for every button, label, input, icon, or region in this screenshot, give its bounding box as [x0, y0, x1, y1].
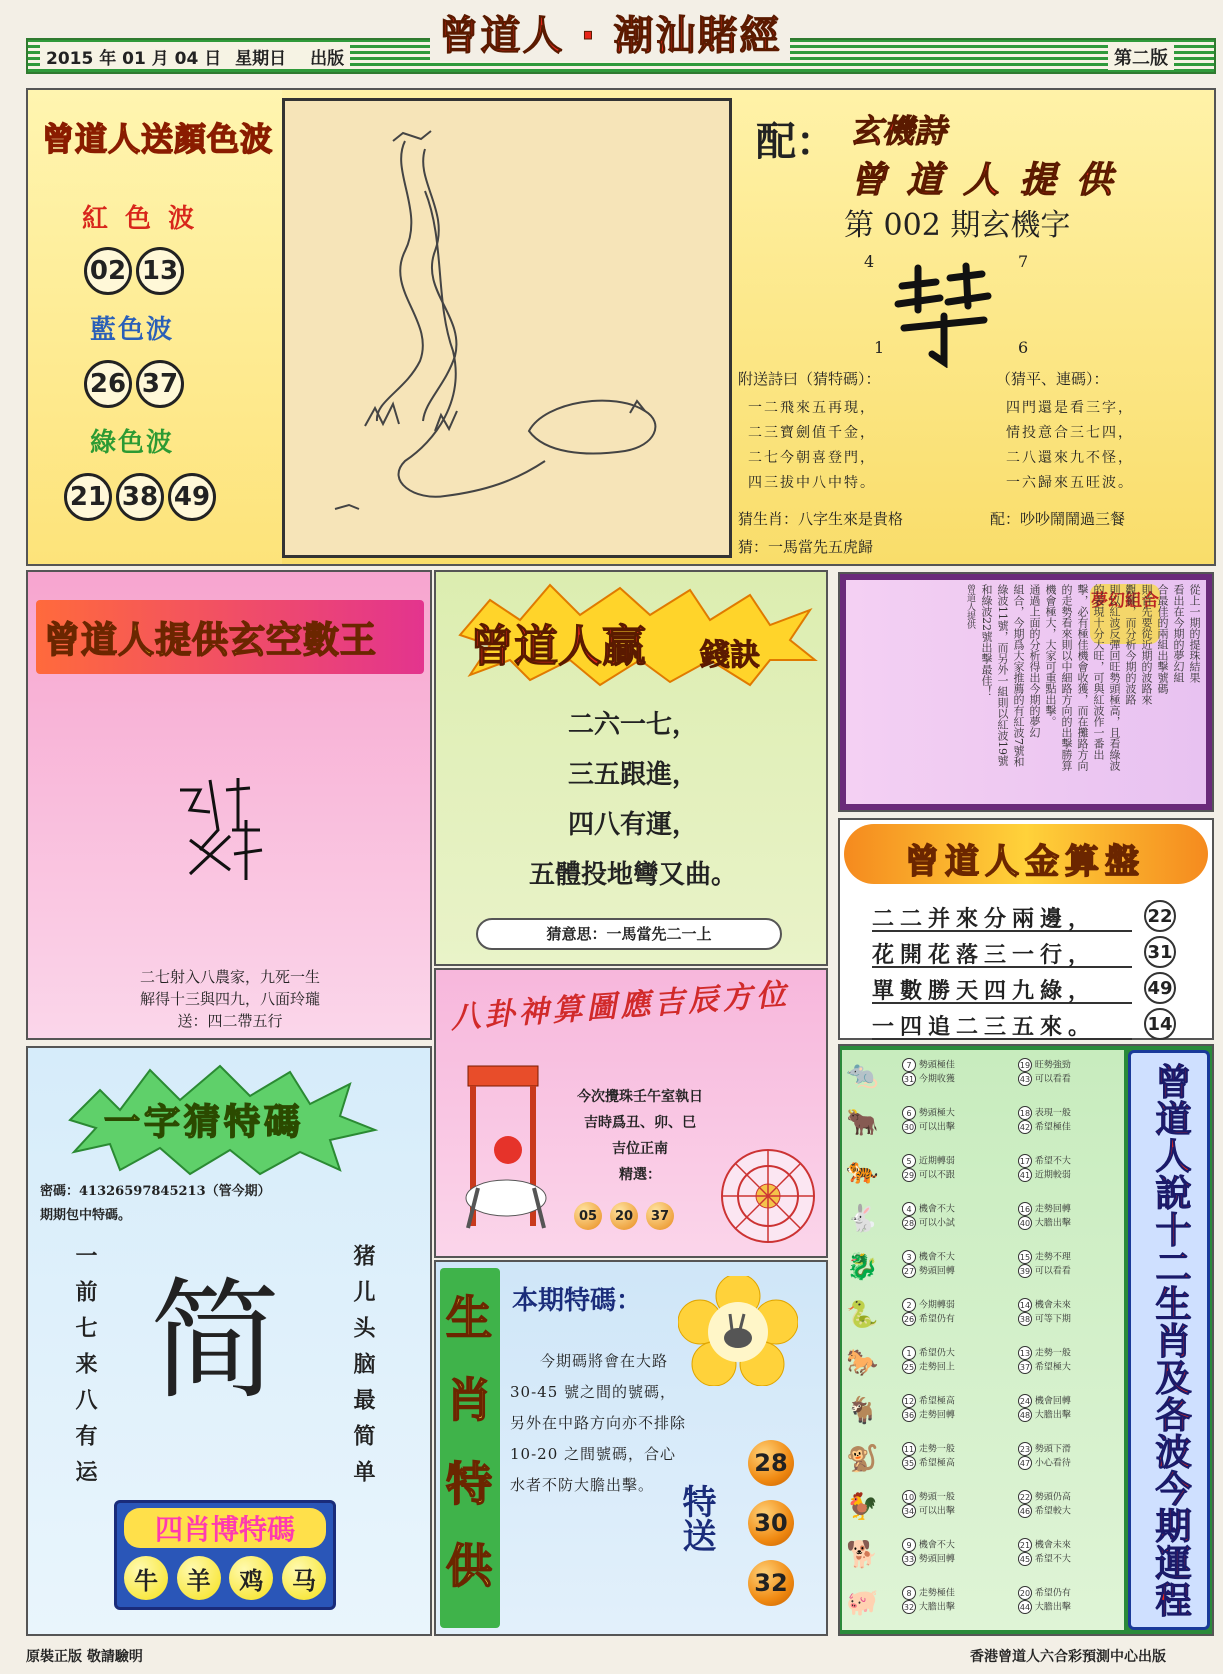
zodiac-fortune: 希望不大 [1034, 1156, 1071, 1167]
zodiac-num: 36 [902, 1408, 916, 1422]
riddle-character-glyph [884, 258, 1004, 368]
pick-ball: 37 [646, 1202, 674, 1230]
zodiac-special-side [440, 1268, 500, 1628]
issue-title: 第 002 期玄機字 [844, 208, 1071, 243]
header-title: 曾道人 · 潮汕賭經 [430, 4, 790, 61]
zodiac-special-numbers [748, 1440, 794, 1606]
poem-line: 四三拔中八中特。 [748, 475, 876, 491]
poem-line: 情投意合三七四， [1006, 425, 1134, 441]
zodiac-row-rat [842, 1054, 1124, 1096]
zodiac-num: 17 [1018, 1154, 1032, 1168]
zodiac-row-rabbit [842, 1198, 1124, 1240]
special-ball: 32 [748, 1560, 794, 1606]
color-waves-panel [28, 90, 282, 564]
bagua-lines [560, 1084, 720, 1188]
poem-panel [734, 90, 1214, 564]
zodiac-num: 37 [1018, 1360, 1032, 1374]
zodiac-num: 32 [902, 1600, 916, 1614]
abacus-title: 曾道人金算盤 [905, 842, 1145, 882]
zodiac-fortune: 旺勢強勁 [1034, 1060, 1071, 1071]
zodiac-row-snake [842, 1294, 1124, 1336]
zodiac-num: 44 [1018, 1600, 1032, 1614]
footer-left: 原裝正版 敬請驗明 [26, 1649, 143, 1665]
gift-right-label: （猜平、連碼）： [996, 370, 1109, 388]
dream-col: 合最佳的兩組出擊號碼 [1156, 584, 1169, 694]
abacus-text: 單數勝天四九綠， [872, 978, 1097, 1004]
zodiac-num: 11 [902, 1442, 916, 1456]
provider-label: 曾 道 人 提 供 [850, 160, 1117, 201]
bagua-line: 吉時爲丑、卯、巳 [584, 1115, 696, 1131]
zodiac-fortune: 勢頭回轉 [918, 1554, 955, 1565]
zodiac-fortune: 勢頭仍高 [1034, 1492, 1071, 1503]
zodiac-row-pig [842, 1582, 1124, 1624]
dream-col: 的表現十分大旺，可與紅波作一番出 [1092, 584, 1105, 760]
zodiac-fortune: 機會未來 [1034, 1300, 1071, 1311]
guess-zodiac-line: 猜生肖：八字生來是貴格 [738, 510, 904, 528]
blue-wave-numbers [82, 360, 282, 408]
zodiac-num: 34 [902, 1504, 916, 1518]
twelve-zodiac-title: 曾道人說十二生肖及各波今期運程 [1150, 1062, 1191, 1618]
zodiac-special-body: 今期碼將會在大路 30-45 號之間的號碼，另外在中路方向亦不排除 10-20 之間號碼，合心水者不防大膽出擊。 [510, 1352, 687, 1494]
zodiac-fortune: 希望仍有 [1034, 1588, 1071, 1599]
zodiac-fortune: 走勢回上 [918, 1362, 955, 1373]
zodiac-num: 4 [902, 1202, 916, 1216]
guess-line: 猜：一馬當先五虎歸 [738, 538, 874, 556]
dream-col: 從上一期的提珠結果 [1188, 584, 1201, 683]
pei-line: 配：吵吵鬧鬧過三餐 [990, 510, 1126, 528]
dog-icon: 🐕 [846, 1540, 879, 1570]
dream-col: 的走勢看來則以中細路方向的出擊勝算 [1060, 584, 1073, 771]
zodiac-ball: 鸡 [229, 1556, 273, 1600]
zodiac-fortune: 希望極高 [918, 1396, 955, 1407]
zodiac-fortune: 今期轉弱 [918, 1300, 955, 1311]
special-ball: 30 [748, 1500, 794, 1546]
red-ball: 13 [136, 247, 184, 295]
zodiac-num: 20 [1018, 1586, 1032, 1600]
zodiac-num: 23 [1018, 1442, 1032, 1456]
win-money-lines [440, 700, 826, 900]
dream-col: 則首先要從近期的波路來 [1140, 584, 1153, 705]
poem-line: 二八還來九不怪， [1006, 450, 1134, 466]
zodiac-num: 26 [902, 1312, 916, 1326]
zodiac-num: 16 [1018, 1202, 1032, 1216]
zodiac-num: 13 [1018, 1346, 1032, 1360]
xuankong-line: 送：四二帶五行 [177, 1012, 283, 1030]
one-char-right-col: 猪儿头脑最简单 [350, 1244, 376, 1496]
zodiac-fortune: 大膽出擊 [1034, 1218, 1071, 1229]
side-char: 供 [446, 1539, 492, 1593]
win-money-meaning: 猜意思：一馬當先二一上 [476, 918, 782, 950]
pei-label: 配： [756, 118, 836, 165]
zodiac-num: 10 [902, 1490, 916, 1504]
poem-right-lines [1006, 396, 1134, 496]
one-char-code: 密碼：41326597845213（管今期） [40, 1184, 271, 1199]
riddle-num-tr: 7 [1018, 252, 1029, 271]
abacus-num: 31 [1144, 936, 1176, 968]
zodiac-num: 38 [1018, 1312, 1032, 1326]
win-line: 四八有運， [567, 810, 698, 840]
zodiac-row-tiger [842, 1150, 1124, 1192]
zodiac-num: 42 [1018, 1120, 1032, 1134]
side-char: 特 [446, 1457, 492, 1511]
dream-combo-badge: 夢幻組合 [1090, 584, 1160, 644]
abacus-num: 22 [1144, 900, 1176, 932]
snake-sketch-frame [282, 98, 732, 558]
riddle-num-bl: 1 [874, 338, 885, 357]
abacus-text: 一四追二三五來。 [872, 1014, 1097, 1040]
zodiac-fortune: 近期較弱 [1034, 1170, 1071, 1181]
zodiac-num: 48 [1018, 1408, 1032, 1422]
zodiac-fortune: 機會不大 [918, 1252, 955, 1263]
zodiac-num: 46 [1018, 1504, 1032, 1518]
zodiac-num: 35 [902, 1456, 916, 1470]
zodiac-fortune: 可以不跟 [918, 1170, 955, 1181]
special-ball: 28 [748, 1440, 794, 1486]
zodiac-ball: 羊 [177, 1556, 221, 1600]
dream-col: 綠波11號，而另外一組則以紅波19號 [996, 584, 1009, 766]
zodiac-num: 15 [1018, 1250, 1032, 1264]
poem-line: 二三寶劍值千金， [748, 425, 876, 441]
poem-line: 一六歸來五旺波。 [1006, 475, 1134, 491]
dream-combo-inner [846, 580, 1206, 804]
zodiac-fortune: 可以看看 [1034, 1074, 1071, 1085]
zodiac-num: 2 [902, 1298, 916, 1312]
dream-col: 組合，今期爲大家推薦的有紅波7號和 [1012, 584, 1025, 767]
win-money-subtitle: 錢訣 [700, 638, 760, 673]
header-date [40, 44, 350, 69]
poem-line: 二七今朝喜登門， [748, 450, 876, 466]
poem-label: 玄機詩 [850, 112, 947, 150]
dragon-icon: 🐉 [846, 1252, 879, 1282]
zodiac-fortune: 勢頭極大 [918, 1108, 955, 1119]
four-zodiac-balls [124, 1556, 326, 1600]
zodiac-num: 24 [1018, 1394, 1032, 1408]
red-wave-numbers [82, 247, 282, 295]
poem-line: 四門還是看三字， [1006, 400, 1134, 416]
zodiac-row-horse [842, 1342, 1124, 1384]
abacus-text: 花開花落三一行， [872, 942, 1097, 968]
zodiac-fortune: 大膽出擊 [1034, 1410, 1071, 1421]
abacus-row [872, 1010, 1173, 1040]
dream-col: 機會極大，大家可重點出擊。 [1044, 584, 1057, 727]
abacus-num: 14 [1144, 1008, 1176, 1040]
zodiac-special-head: 本期特碼： [512, 1286, 643, 1316]
zodiac-fortune: 可以小試 [918, 1218, 955, 1229]
abacus-row [872, 974, 1173, 1004]
goat-icon: 🐐 [846, 1396, 879, 1426]
zodiac-num: 41 [1018, 1168, 1032, 1182]
zodiac-num: 27 [902, 1264, 916, 1278]
date-text: 2015 年 01 月 04 日 [46, 49, 222, 69]
zodiac-fortune: 機會未來 [1034, 1540, 1071, 1551]
zodiac-fortune: 勢頭下滑 [1034, 1444, 1071, 1455]
zodiac-num: 5 [902, 1154, 916, 1168]
dream-col: 看出在今期的夢幻組 [1172, 584, 1185, 683]
zodiac-row-dog [842, 1534, 1124, 1576]
dream-col: 則以紅波反彈回旺勢頭極高，且看綠波 [1108, 584, 1121, 771]
zodiac-num: 14 [1018, 1298, 1032, 1312]
gift-left-label: 附送詩曰（猜特碼）： [738, 370, 881, 388]
blue-ball: 26 [84, 360, 132, 408]
zodiac-ball: 马 [282, 1556, 326, 1600]
zodiac-fortune: 大膽出擊 [918, 1602, 955, 1613]
zodiac-fortune: 希望極高 [918, 1458, 955, 1469]
one-char-big: 简 [150, 1265, 281, 1417]
bagua-line: 精選： [619, 1167, 661, 1183]
zodiac-fortune: 表現一般 [1034, 1108, 1071, 1119]
one-char-title: 一字猜特碼 [104, 1102, 305, 1143]
green-ball: 21 [64, 473, 112, 521]
weekday-text: 星期日 [235, 49, 287, 69]
zodiac-fortune: 可等下期 [1034, 1314, 1071, 1325]
dream-combo-text [962, 584, 1202, 800]
side-char: 生 [446, 1291, 492, 1345]
win-line: 五體投地彎又曲。 [528, 860, 737, 890]
four-zodiac-title: 四肖博特碼 [124, 1508, 326, 1548]
publish-text: 出版 [310, 49, 345, 69]
abacus-num: 49 [1144, 972, 1176, 1004]
bagua-title: 八卦神算圖應吉辰方位 [449, 977, 792, 1036]
zodiac-fortune: 希望不大 [1034, 1554, 1071, 1565]
abacus-row [872, 938, 1173, 968]
zodiac-num: 12 [902, 1394, 916, 1408]
zodiac-fortune: 可以看看 [1034, 1266, 1071, 1277]
dream-col: 和綠波22號出擊最佳！ [980, 584, 993, 697]
xuankong-poem [60, 966, 400, 1032]
zodiac-fortune: 希望仍大 [918, 1348, 955, 1359]
ox-icon: 🐂 [846, 1108, 879, 1138]
zodiac-fortune: 希望極佳 [1034, 1122, 1071, 1133]
win-line: 三五跟進， [567, 760, 698, 790]
zodiac-fortune: 希望仍有 [918, 1314, 955, 1325]
zodiac-num: 19 [1018, 1058, 1032, 1072]
zodiac-num: 7 [902, 1058, 916, 1072]
riddle-num-br: 6 [1018, 338, 1029, 357]
horse-icon: 🐎 [846, 1348, 879, 1378]
zodiac-row-goat [842, 1390, 1124, 1432]
dream-signature: 曾道人提供 [965, 584, 975, 629]
zodiac-fortune: 大膽出擊 [1034, 1602, 1071, 1613]
twelve-zodiac-grid [842, 1050, 1124, 1630]
zodiac-num: 3 [902, 1250, 916, 1264]
general-on-horse-icon [448, 1058, 568, 1238]
zodiac-num: 25 [902, 1360, 916, 1374]
red-ball: 02 [84, 247, 132, 295]
dream-col: 觀賞，而分析今期的波路 [1124, 584, 1137, 705]
zodiac-num: 33 [902, 1552, 916, 1566]
zodiac-num: 31 [902, 1072, 916, 1086]
rabbit-flower-icon [678, 1276, 798, 1386]
green-ball: 38 [116, 473, 164, 521]
zodiac-fortune: 機會回轉 [1034, 1396, 1071, 1407]
zodiac-row-rooster [842, 1486, 1124, 1528]
zodiac-fortune: 希望極大 [1034, 1362, 1071, 1373]
bagua-wheel-icon [718, 1146, 818, 1246]
zodiac-fortune: 今期收獲 [918, 1074, 955, 1085]
green-wave-label: 綠色波 [90, 428, 175, 458]
zodiac-num: 8 [902, 1586, 916, 1600]
zodiac-num: 30 [902, 1120, 916, 1134]
side-char: 肖 [446, 1373, 492, 1427]
zodiac-ball: 牛 [124, 1556, 168, 1600]
zodiac-num: 45 [1018, 1552, 1032, 1566]
pig-icon: 🐖 [846, 1588, 879, 1618]
one-char-left-col: 一前七来八有运 [72, 1244, 98, 1496]
zodiac-num: 22 [1018, 1490, 1032, 1504]
zodiac-fortune: 走勢一般 [1034, 1348, 1071, 1359]
edition-label: 第二版 [1108, 44, 1174, 70]
pick-ball: 05 [574, 1202, 602, 1230]
zodiac-fortune: 希望較大 [1034, 1506, 1071, 1517]
zodiac-fortune: 走勢回轉 [918, 1410, 955, 1421]
dream-col: 通過上面的分析得出今期的夢幻 [1028, 584, 1041, 738]
zodiac-fortune: 勢頭一般 [918, 1492, 955, 1503]
zodiac-fortune: 可以出擊 [918, 1122, 955, 1133]
zodiac-fortune: 近期轉弱 [918, 1156, 955, 1167]
zodiac-num: 39 [1018, 1264, 1032, 1278]
rabbit-icon: 🐇 [846, 1204, 879, 1234]
abacus-rows [840, 898, 1200, 1038]
zodiac-row-monkey [842, 1438, 1124, 1480]
snake-icon: 🐍 [846, 1300, 879, 1330]
abacus-text: 二二并來分兩邊， [872, 906, 1097, 932]
tiger-icon: 🐅 [846, 1156, 879, 1186]
dream-col: 擊，必有極佳機會收獲，而在攤路方向 [1076, 584, 1089, 771]
green-ball: 49 [168, 473, 216, 521]
zodiac-num: 18 [1018, 1106, 1032, 1120]
snake-rat-sketch [285, 101, 729, 555]
green-wave-numbers [62, 473, 282, 521]
zodiac-special-send: 特送 [676, 1484, 716, 1552]
pick-ball: 20 [610, 1202, 638, 1230]
poem-left-lines [748, 396, 876, 496]
zodiac-fortune: 走勢不理 [1034, 1252, 1071, 1263]
poem-line: 一二飛來五再現， [748, 400, 876, 416]
zodiac-num: 29 [902, 1168, 916, 1182]
zodiac-fortune: 走勢極佳 [918, 1588, 955, 1599]
win-money-title: 曾道人贏 [470, 621, 646, 672]
footer-right: 香港曾道人六合彩預測中心出版 [970, 1649, 1166, 1665]
xuankong-line: 解得十三與四九，八面玲瓏 [139, 990, 320, 1008]
bagua-line: 今次攪珠壬午室執日 [577, 1089, 703, 1105]
abacus-row [872, 902, 1173, 932]
bagua-picks [570, 1202, 678, 1230]
zodiac-row-dragon [842, 1246, 1124, 1288]
monkey-icon: 🐒 [846, 1444, 879, 1474]
xuankong-line: 二七射入八農家，九死一生 [139, 968, 320, 986]
zodiac-fortune: 走勢回轉 [1034, 1204, 1071, 1215]
zodiac-num: 9 [902, 1538, 916, 1552]
blue-ball: 37 [136, 360, 184, 408]
zodiac-num: 1 [902, 1346, 916, 1360]
zodiac-num: 40 [1018, 1216, 1032, 1230]
xuankong-title: 曾道人提供玄空數王 [44, 620, 378, 661]
blue-wave-label: 藍色波 [90, 315, 175, 345]
zodiac-num: 43 [1018, 1072, 1032, 1086]
win-line: 二六一七， [567, 710, 698, 740]
riddle-num-tl: 4 [864, 252, 875, 271]
rat-icon: 🐀 [846, 1060, 879, 1090]
rooster-icon: 🐓 [846, 1492, 879, 1522]
color-waves-title: 曾道人送顏色波 [42, 120, 274, 158]
zodiac-fortune: 小心看待 [1034, 1458, 1071, 1469]
zodiac-fortune: 走勢一般 [918, 1444, 955, 1455]
zodiac-fortune: 可以出擊 [918, 1506, 955, 1517]
xuankong-glyph [170, 770, 270, 890]
zodiac-num: 47 [1018, 1456, 1032, 1470]
zodiac-num: 21 [1018, 1538, 1032, 1552]
bagua-line: 吉位正南 [612, 1141, 668, 1157]
one-char-note: 期期包中特碼。 [40, 1208, 132, 1223]
red-wave-label: 紅 色 波 [82, 204, 199, 234]
zodiac-fortune: 勢頭極佳 [918, 1060, 955, 1071]
zodiac-fortune: 機會不大 [918, 1204, 955, 1215]
zodiac-num: 28 [902, 1216, 916, 1230]
zodiac-fortune: 勢頭回轉 [918, 1266, 955, 1277]
zodiac-row-ox [842, 1102, 1124, 1144]
zodiac-num: 6 [902, 1106, 916, 1120]
zodiac-fortune: 機會不大 [918, 1540, 955, 1551]
